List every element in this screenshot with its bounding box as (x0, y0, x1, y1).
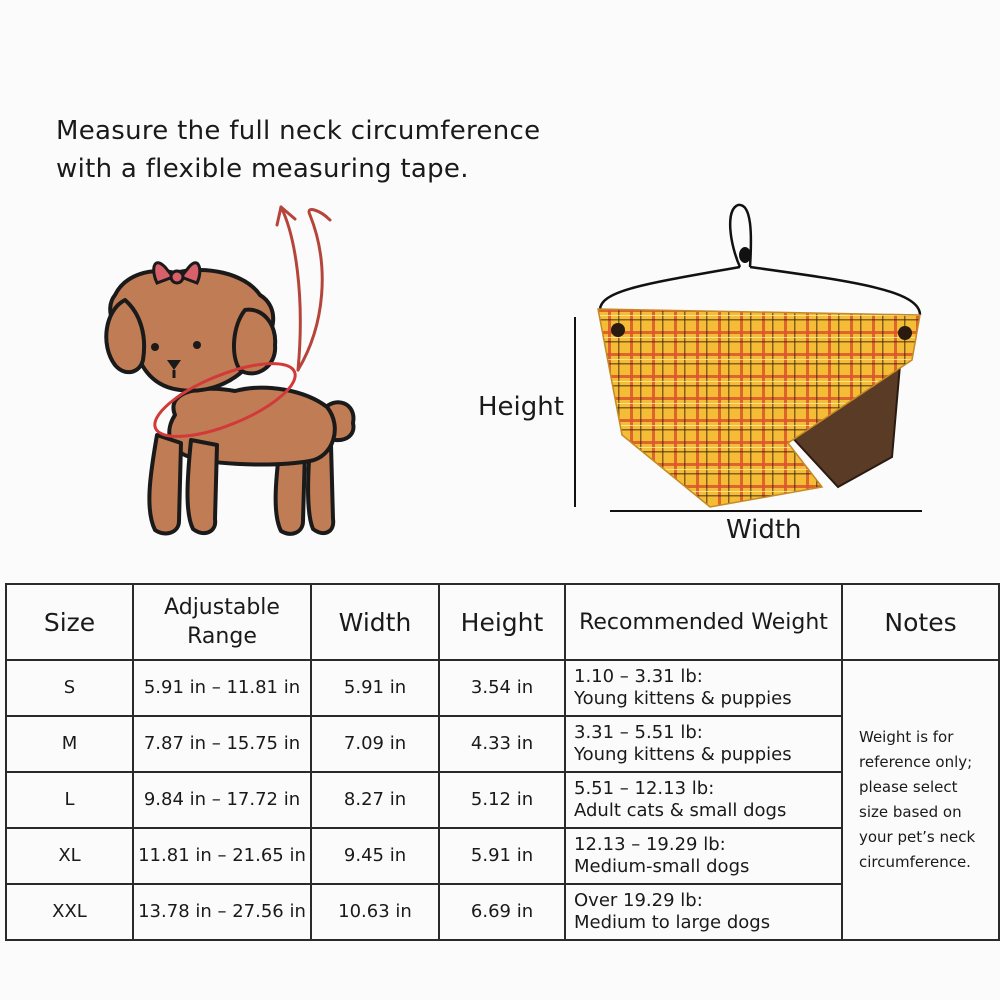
cell-height: 5.91 in (439, 828, 565, 884)
height-label: Height (478, 392, 564, 422)
cell-height: 5.12 in (439, 772, 565, 828)
curved-arrow-icon (277, 207, 330, 370)
snap-button-left-icon (611, 323, 625, 337)
size-chart-table (5, 583, 1000, 941)
cord (600, 205, 920, 315)
width-label: Width (726, 515, 802, 545)
instruction-line-2: with a flexible measuring tape. (56, 154, 469, 184)
instruction-line-1: Measure the full neck circumference (56, 116, 541, 146)
cord-stopper-icon (739, 247, 751, 263)
cell-range: 5.91 in – 11.81 in (133, 660, 311, 716)
measure-instruction (56, 112, 540, 188)
cell-height: 6.69 in (439, 884, 565, 940)
cell-width: 5.91 in (311, 660, 439, 716)
bandana-illustration (560, 195, 940, 525)
header-notes: Notes (842, 584, 999, 660)
cell-size: L (6, 772, 133, 828)
dog-body (106, 270, 353, 534)
cell-range: 13.78 in – 27.56 in (133, 884, 311, 940)
cell-weight: 12.13 – 19.29 lb: Medium-small dogs (565, 828, 842, 884)
bow-icon (154, 263, 200, 283)
cell-width: 9.45 in (311, 828, 439, 884)
header-recommended-weight: Recommended Weight (565, 584, 842, 660)
header-adjustable-range: Adjustable Range (133, 584, 311, 660)
table-row (6, 660, 999, 716)
cell-range: 7.87 in – 15.75 in (133, 716, 311, 772)
header-width: Width (311, 584, 439, 660)
snap-button-right-icon (898, 326, 912, 340)
cell-weight: 1.10 – 3.31 lb: Young kittens & puppies (565, 660, 842, 716)
cell-range: 9.84 in – 17.72 in (133, 772, 311, 828)
cell-size: S (6, 660, 133, 716)
table-header-row (6, 584, 999, 660)
cell-weight: 3.31 – 5.51 lb: Young kittens & puppies (565, 716, 842, 772)
cell-size: XL (6, 828, 133, 884)
header-height: Height (439, 584, 565, 660)
cell-weight: Over 19.29 lb: Medium to large dogs (565, 884, 842, 940)
cell-size: XXL (6, 884, 133, 940)
cell-width: 7.09 in (311, 716, 439, 772)
cell-height: 3.54 in (439, 660, 565, 716)
notes-cell: Weight is for reference only; please select size based on your pet’s neck circumference. (842, 660, 999, 940)
cell-width: 10.63 in (311, 884, 439, 940)
cell-width: 8.27 in (311, 772, 439, 828)
cell-height: 4.33 in (439, 716, 565, 772)
dog-illustration (95, 195, 365, 545)
cell-size: M (6, 716, 133, 772)
cell-weight: 5.51 – 12.13 lb: Adult cats & small dogs (565, 772, 842, 828)
cell-range: 11.81 in – 21.65 in (133, 828, 311, 884)
header-size: Size (6, 584, 133, 660)
